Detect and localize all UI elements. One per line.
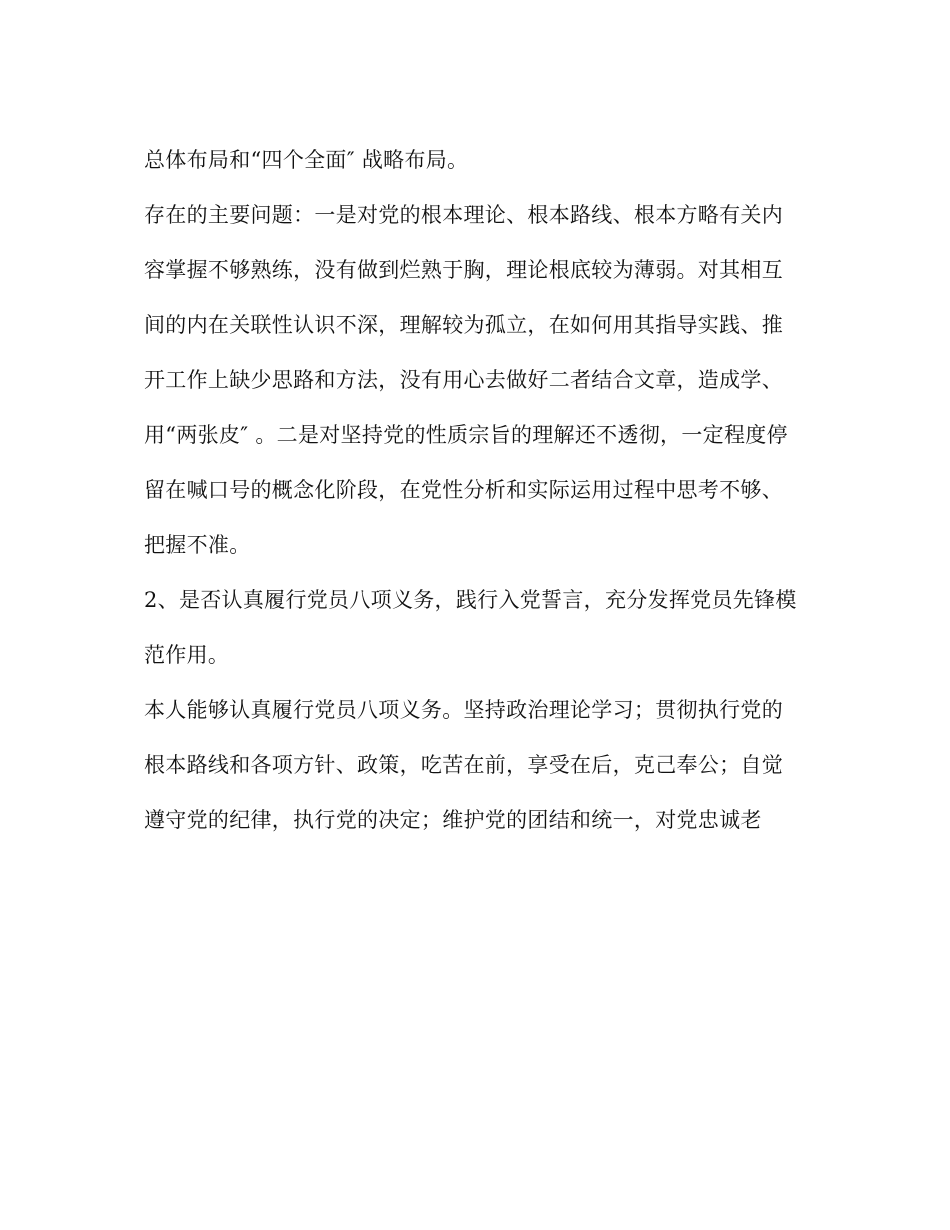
text-line-2: 存在的主要问题：一是对党的根本理论、根本路线、根本方略有关内 <box>144 203 783 227</box>
text-line-10: 范作用。 <box>144 643 230 667</box>
text-line-6: 用“两张皮″ 。二是对坚持党的性质宗旨的理解还不透彻，一定程度停 <box>144 423 788 447</box>
text-line-11: 本人能够认真履行党员八项义务。坚持政治理论学习；贯彻执行党的 <box>144 698 783 722</box>
text-line-5: 开工作上缺少思路和方法，没有用心去做好二者结合文章，造成学、 <box>144 368 783 392</box>
text-line-4: 间的内在关联性认识不深，理解较为孤立，在如何用其指导实践、推 <box>144 313 783 337</box>
text-line-1: 总体布局和“四个全面″ 战略布局。 <box>144 148 469 172</box>
text-line-3: 容掌握不够熟练，没有做到烂熟于胸，理论根底较为薄弱。对其相互 <box>144 258 783 282</box>
text-line-8: 把握不准。 <box>144 533 251 557</box>
text-line-13: 遵守党的纪律，执行党的决定；维护党的团结和统一，对党忠诚老 <box>144 808 762 832</box>
text-line-12: 根本路线和各项方针、政策，吃苦在前，享受在后，克己奉公；自觉 <box>144 753 783 777</box>
text-line-7: 留在喊口号的概念化阶段，在党性分析和实际运用过程中思考不够、 <box>144 478 783 502</box>
document-body <box>144 133 824 848</box>
text-line-9: 2、是否认真履行党员八项义务，践行入党誓言，充分发挥党员先锋模 <box>144 588 797 612</box>
